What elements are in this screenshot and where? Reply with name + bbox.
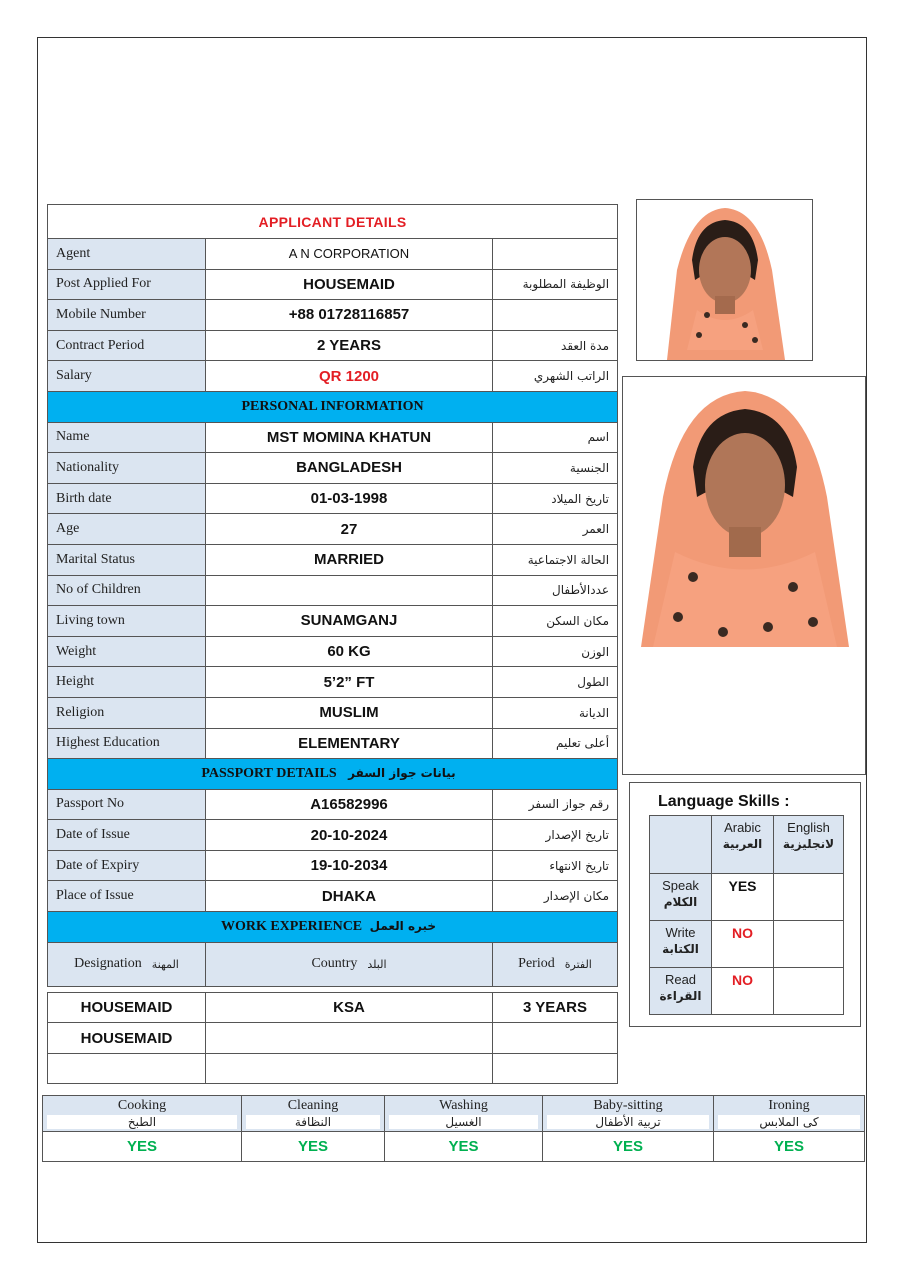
english-read bbox=[774, 968, 844, 1015]
table-row bbox=[48, 544, 618, 575]
applicant-details-table bbox=[47, 204, 618, 1084]
row-label: Age bbox=[48, 514, 206, 545]
row-value: BANGLADESH bbox=[206, 453, 493, 484]
skill-en: Baby-sitting bbox=[593, 1098, 663, 1113]
row-ar: القراءة bbox=[659, 989, 702, 1003]
row-label: Passport No bbox=[48, 789, 206, 820]
skill-ar: تربية الأطفال bbox=[547, 1115, 709, 1129]
table-row bbox=[48, 606, 618, 637]
row-label: Salary bbox=[48, 361, 206, 392]
skill-ironing bbox=[714, 1096, 865, 1132]
row-label: Birth date bbox=[48, 483, 206, 514]
work-country: KSA bbox=[206, 992, 493, 1023]
table-row bbox=[48, 575, 618, 606]
row-value: 2 YEARS bbox=[206, 330, 493, 361]
col-en: Arabic bbox=[724, 820, 761, 835]
skills-values-row bbox=[43, 1132, 865, 1162]
row-label: Height bbox=[48, 667, 206, 698]
row-ar: الكلام bbox=[663, 895, 698, 909]
row-ar: الكتابة bbox=[662, 942, 699, 956]
row-label: Name bbox=[48, 422, 206, 453]
arabic-speak bbox=[712, 874, 774, 921]
row-value: MST MOMINA KHATUN bbox=[206, 422, 493, 453]
col-ar: العربية bbox=[722, 837, 763, 851]
work-header-en: WORK EXPERIENCE bbox=[220, 918, 363, 934]
language-skills-table bbox=[649, 815, 844, 1015]
work-columns-row bbox=[48, 942, 618, 986]
skill-en: Cooking bbox=[117, 1098, 167, 1113]
row-value: MUSLIM bbox=[206, 697, 493, 728]
row-label: Religion bbox=[48, 697, 206, 728]
row-value: 19-10-2034 bbox=[206, 850, 493, 881]
col-country bbox=[206, 942, 493, 986]
row-en: Write bbox=[665, 925, 696, 940]
skill-value: NO bbox=[732, 925, 753, 941]
row-label bbox=[650, 874, 712, 921]
skill-value: YES bbox=[126, 1137, 157, 1155]
row-label: Date of Expiry bbox=[48, 850, 206, 881]
col-en: Period bbox=[518, 956, 555, 972]
full-photo bbox=[623, 377, 865, 774]
work-designation bbox=[48, 1053, 206, 1084]
skill-value: YES bbox=[612, 1137, 643, 1155]
arabic-write bbox=[712, 921, 774, 968]
table-row bbox=[48, 636, 618, 667]
skill-cooking bbox=[43, 1096, 242, 1132]
row-value: MARRIED bbox=[206, 544, 493, 575]
skill-ar: الطبخ bbox=[47, 1115, 237, 1129]
arabic-read bbox=[712, 968, 774, 1015]
row-arabic-label: أعلى تعليم bbox=[493, 728, 618, 759]
work-header-ar: خبره العمل bbox=[369, 918, 437, 933]
table-row bbox=[48, 422, 618, 453]
row-value: ELEMENTARY bbox=[206, 728, 493, 759]
row-arabic-label: الديانة bbox=[493, 697, 618, 728]
english-speak bbox=[774, 874, 844, 921]
row-value: DHAKA bbox=[206, 881, 493, 912]
work-designation: HOUSEMAID bbox=[48, 1023, 206, 1054]
work-period bbox=[493, 1023, 618, 1054]
row-value: 5’2” FT bbox=[206, 667, 493, 698]
table-row bbox=[48, 850, 618, 881]
english-write bbox=[774, 921, 844, 968]
table-row bbox=[48, 300, 618, 331]
language-row bbox=[650, 874, 844, 921]
skill-value: YES bbox=[297, 1137, 328, 1155]
table-row bbox=[48, 881, 618, 912]
work-designation: HOUSEMAID bbox=[48, 992, 206, 1023]
skill-value: YES bbox=[728, 878, 757, 894]
col-period bbox=[493, 942, 618, 986]
table-row bbox=[48, 330, 618, 361]
table-row bbox=[48, 269, 618, 300]
row-value: 60 KG bbox=[206, 636, 493, 667]
table-row bbox=[48, 361, 618, 392]
skill-value: YES bbox=[448, 1137, 479, 1155]
table-row bbox=[48, 667, 618, 698]
row-label: Agent bbox=[48, 239, 206, 270]
skills-table bbox=[42, 1095, 865, 1162]
row-label: Mobile Number bbox=[48, 300, 206, 331]
table-row bbox=[48, 697, 618, 728]
passport-photo-frame bbox=[636, 199, 813, 361]
skill-baby-sitting bbox=[543, 1096, 714, 1132]
table-row bbox=[48, 453, 618, 484]
row-arabic-label: الحالة الاجتماعية bbox=[493, 544, 618, 575]
skill-value: NO bbox=[732, 972, 753, 988]
col-arabic bbox=[712, 816, 774, 874]
passport-photo bbox=[637, 200, 812, 360]
table-row bbox=[48, 1023, 618, 1054]
row-value: +88 01728116857 bbox=[206, 300, 493, 331]
table-row bbox=[48, 728, 618, 759]
passport-header-en: PASSPORT DETAILS bbox=[201, 765, 337, 781]
row-arabic-label: العمر bbox=[493, 514, 618, 545]
row-value: 27 bbox=[206, 514, 493, 545]
skill-ar: کی الملابس bbox=[718, 1115, 860, 1129]
row-arabic-label: الوظيفة المطلوبة bbox=[493, 269, 618, 300]
row-label: Contract Period bbox=[48, 330, 206, 361]
row-arabic-label: الوزن bbox=[493, 636, 618, 667]
row-value: 01-03-1998 bbox=[206, 483, 493, 514]
col-en: Designation bbox=[74, 956, 142, 972]
work-country bbox=[206, 1053, 493, 1084]
passport-details-header bbox=[48, 759, 618, 790]
col-ar: البلد bbox=[367, 957, 387, 971]
row-label: Marital Status bbox=[48, 544, 206, 575]
corner-cell bbox=[650, 816, 712, 874]
passport-header-ar: بيانات جواز السفر bbox=[348, 765, 456, 780]
language-row bbox=[650, 968, 844, 1015]
work-period: 3 YEARS bbox=[493, 992, 618, 1023]
row-arabic-label: مكان الإصدار bbox=[493, 881, 618, 912]
work-experience-header bbox=[48, 912, 618, 943]
row-label bbox=[650, 968, 712, 1015]
row-arabic-label bbox=[493, 300, 618, 331]
skill-en: Cleaning bbox=[287, 1098, 339, 1113]
salary-value: QR 1200 bbox=[206, 361, 493, 392]
table-row bbox=[48, 820, 618, 851]
col-ar: لانجليزية bbox=[782, 837, 835, 851]
skill-cleaning bbox=[242, 1096, 385, 1132]
row-arabic-label: الجنسية bbox=[493, 453, 618, 484]
skill-washing bbox=[385, 1096, 543, 1132]
page-title: APPLICANT DETAILS bbox=[48, 205, 618, 239]
row-arabic-label: اسم bbox=[493, 422, 618, 453]
table-row bbox=[48, 789, 618, 820]
skill-ar: النظافة bbox=[246, 1115, 380, 1129]
row-value: A16582996 bbox=[206, 789, 493, 820]
table-row bbox=[48, 992, 618, 1023]
row-value: SUNAMGANJ bbox=[206, 606, 493, 637]
row-value bbox=[206, 575, 493, 606]
language-row bbox=[650, 921, 844, 968]
row-label: Post Applied For bbox=[48, 269, 206, 300]
table-row bbox=[48, 514, 618, 545]
work-period bbox=[493, 1053, 618, 1084]
table-row bbox=[48, 1053, 618, 1084]
row-arabic-label bbox=[493, 239, 618, 270]
row-arabic-label: تاريخ الانتهاء bbox=[493, 850, 618, 881]
col-designation bbox=[48, 942, 206, 986]
row-label: Place of Issue bbox=[48, 881, 206, 912]
col-ar: المهنة bbox=[151, 957, 179, 971]
skill-en: Washing bbox=[439, 1098, 488, 1113]
full-photo-frame bbox=[622, 376, 866, 775]
col-ar: الفترة bbox=[564, 957, 592, 971]
skill-value: YES bbox=[773, 1137, 804, 1155]
row-label: Living town bbox=[48, 606, 206, 637]
skill-en: Ironing bbox=[768, 1098, 810, 1113]
agent-value: A N CORPORATION bbox=[206, 239, 493, 270]
row-arabic-label: رقم جواز السفر bbox=[493, 789, 618, 820]
row-arabic-label: تاريخ الميلاد bbox=[493, 483, 618, 514]
col-en: Country bbox=[311, 956, 358, 972]
row-label: No of Children bbox=[48, 575, 206, 606]
row-label bbox=[650, 921, 712, 968]
language-skills-title: Language Skills : bbox=[658, 793, 790, 810]
row-label: Weight bbox=[48, 636, 206, 667]
row-label: Highest Education bbox=[48, 728, 206, 759]
row-en: Speak bbox=[662, 878, 699, 893]
work-country bbox=[206, 1023, 493, 1054]
row-arabic-label: مكان السكن bbox=[493, 606, 618, 637]
row-arabic-label: الطول bbox=[493, 667, 618, 698]
row-label: Nationality bbox=[48, 453, 206, 484]
row-en: Read bbox=[664, 972, 697, 987]
language-skills-box bbox=[629, 782, 861, 1027]
skills-header-row bbox=[43, 1096, 865, 1132]
col-en: English bbox=[787, 820, 830, 835]
row-arabic-label: تاريخ الإصدار bbox=[493, 820, 618, 851]
col-english bbox=[774, 816, 844, 874]
row-value: 20-10-2024 bbox=[206, 820, 493, 851]
row-value: HOUSEMAID bbox=[206, 269, 493, 300]
table-row bbox=[48, 239, 618, 270]
personal-information-header: PERSONAL INFORMATION bbox=[48, 391, 618, 422]
table-row bbox=[48, 483, 618, 514]
row-arabic-label: مدة العقد bbox=[493, 330, 618, 361]
row-arabic-label: الراتب الشهري bbox=[493, 361, 618, 392]
skill-ar: الغسيل bbox=[389, 1115, 538, 1129]
row-arabic-label: عددالأطفال bbox=[493, 575, 618, 606]
row-label: Date of Issue bbox=[48, 820, 206, 851]
